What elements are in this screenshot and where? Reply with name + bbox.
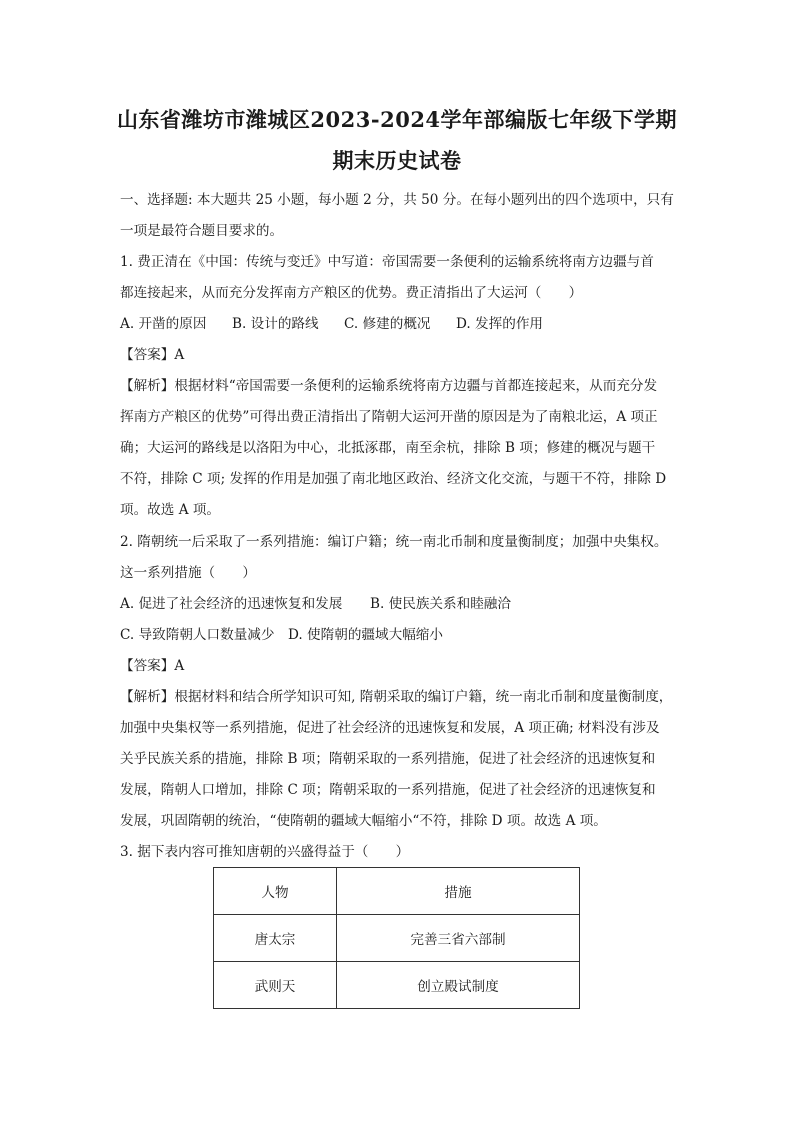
table-row [214, 962, 580, 1009]
table-cell-measure: 完善三省六部制 [337, 915, 580, 962]
q1-analysis-line: 挥南方产粮区的优势”可得出费正清指出了隋朝大运河开凿的原因是为了南粮北运，A 项正 [120, 409, 658, 425]
q2-option-c: C. 导致隋朝人口数量减少 [120, 627, 275, 643]
table-cell-person: 唐太宗 [214, 915, 337, 962]
q1-analysis-line: 【解析】根据材料“帝国需要一条便利的运输系统将南方边疆与首都连接起来，从而充分发 [120, 378, 658, 394]
q2-options-row1 [120, 592, 511, 612]
table-cell-measure: 创立殿试制度 [337, 962, 580, 1009]
q2-analysis-line: 关乎民族关系的措施，排除 B 项；隋朝采取的一系列措施，促进了社会经济的迅速恢复和 [120, 751, 656, 767]
section-instructions: 一、选择题: 本大题共 25 小题，每小题 2 分，共 50 分。在每小题列出的四个选项中，只有 [120, 192, 674, 208]
q1-stem: 1. 费正清在《中国：传统与变迁》中写道：帝国需要一条便利的运输系统将南方边疆与首 [120, 254, 654, 270]
q2-option-b: B. 使民族关系和睦融洽 [370, 596, 511, 612]
q2-option-d: D. 使隋朝的疆域大幅缩小 [288, 627, 443, 643]
table-cell-person: 武则天 [214, 962, 337, 1009]
document-title: 山东省潍坊市潍城区2023-2024学年部编版七年级下学期 [116, 107, 678, 132]
q1-analysis-line: 确；大运河的路线是以洛阳为中心，北抵涿郡，南至余杭，排除 B 项；修建的概况与题干 [120, 440, 656, 456]
document-subtitle: 期末历史试卷 [332, 148, 462, 173]
q2-analysis-line: 加强中央集权等一系列措施，促进了社会经济的迅速恢复和发展，A 项正确; 材料没有涉及 [120, 720, 660, 736]
q1-answer: 【答案】A [120, 347, 185, 363]
table-header-row [214, 868, 580, 915]
q3-table [213, 867, 580, 1009]
q2-analysis-line: 发展，巩固隋朝的统治，“使隋朝的疆域大幅缩小“不符，排除 D 项。故选 A 项。 [120, 813, 607, 829]
q2-stem: 2. 隋朝统一后采取了一系列措施：编订户籍；统一南北币制和度量衡制度；加强中央集权。 [120, 534, 668, 550]
table-header-measure: 措施 [337, 868, 580, 915]
q2-options-row2 [120, 623, 443, 643]
q2-analysis-line: 发展，隋朝人口增加，排除 C 项；隋朝采取的一系列措施，促进了社会经济的迅速恢复和 [120, 782, 656, 798]
section-instructions-cont: 一项是最符合题目要求的。 [120, 223, 284, 239]
q1-stem-cont: 都连接起来，从而充分发挥南方产粮区的优势。费正清指出了大运河（ ） [120, 285, 583, 301]
q2-answer: 【答案】A [120, 658, 185, 674]
q1-options [120, 312, 543, 332]
table-header-person: 人物 [214, 868, 337, 915]
q2-option-a: A. 促进了社会经济的迅速恢复和发展 [120, 596, 343, 612]
q1-option-c: C. 修建的概况 [344, 316, 431, 332]
q1-option-d: D. 发挥的作用 [456, 316, 544, 332]
q1-analysis-line: 项。故选 A 项。 [120, 502, 221, 518]
q3-stem: 3. 据下表内容可推知唐朝的兴盛得益于（ ） [120, 844, 410, 860]
q1-option-b: B. 设计的路线 [232, 316, 319, 332]
q1-option-a: A. 开凿的原因 [120, 316, 207, 332]
table-row [214, 915, 580, 962]
q2-stem-cont: 这一系列措施（ ） [120, 565, 256, 581]
q2-analysis-line: 【解析】根据材料和结合所学知识可知, 隋朝采取的编订户籍，统一南北币制和度量衡制度， [120, 689, 673, 705]
q1-analysis-line: 不符，排除 C 项; 发挥的作用是加强了南北地区政治、经济文化交流，与题干不符，排除 D [120, 471, 667, 487]
